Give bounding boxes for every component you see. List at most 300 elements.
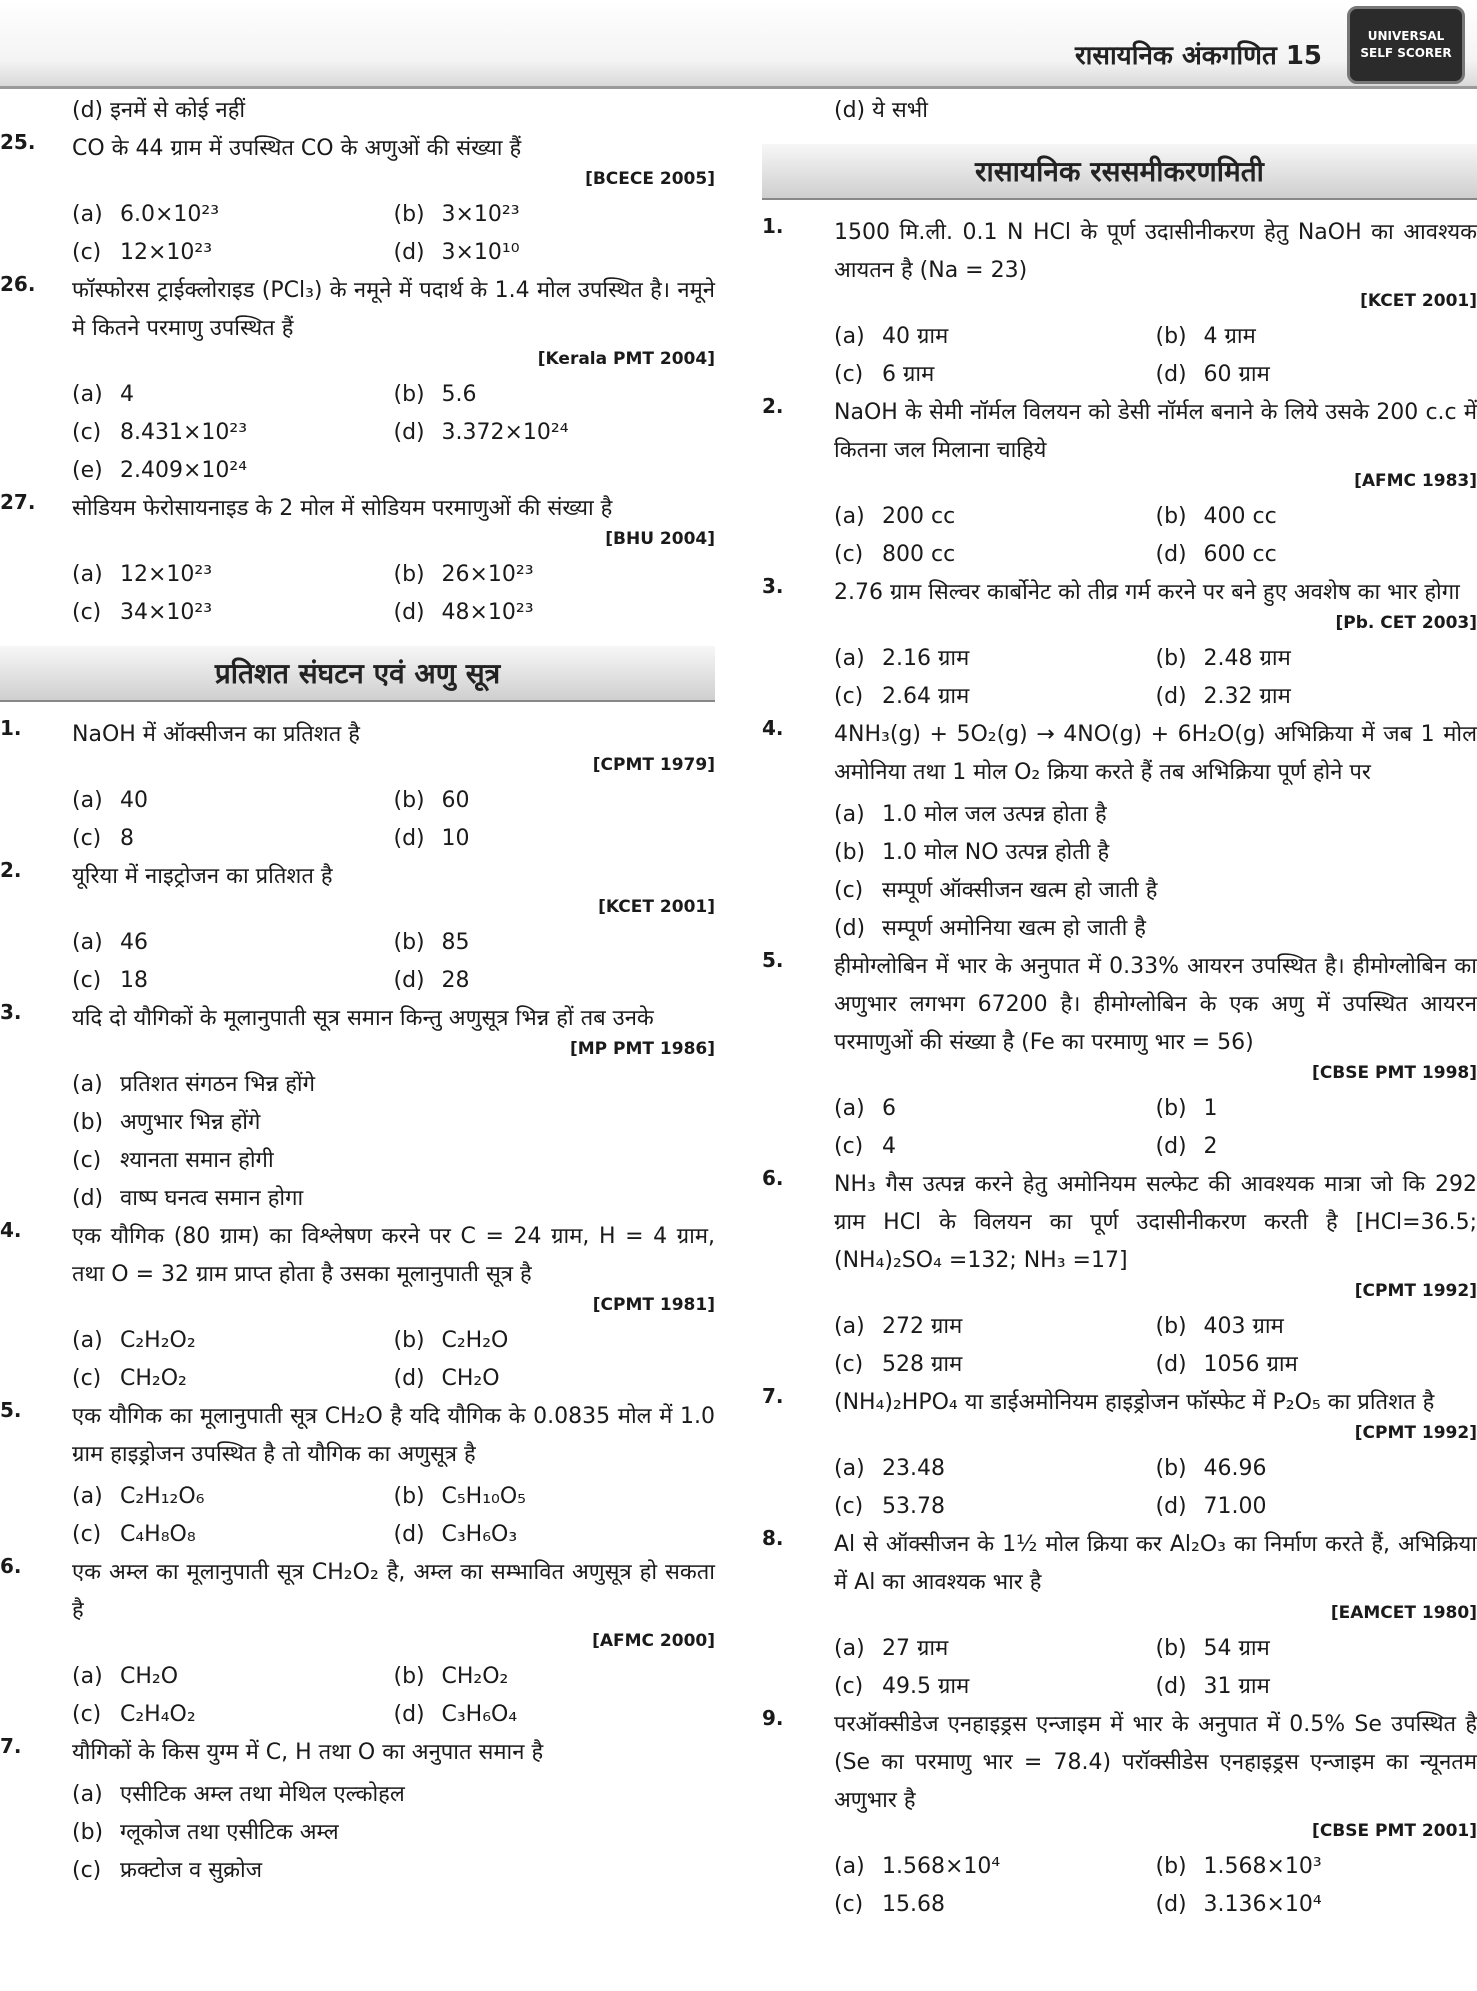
question-number: 4. — [762, 716, 784, 740]
question-item — [762, 1384, 1477, 1526]
answer-option — [394, 1478, 716, 1516]
option-label: (c) — [834, 1892, 864, 1917]
question-text: एक यौगिक (80 ग्राम) का विश्लेषण करने पर C = 24 ग्राम, H = 4 ग्राम, तथा O = 32 ग्राम प्राप्त होता है उसका मूलानुपाती सूत्र है — [72, 1224, 715, 1287]
option-label: (b) — [393, 930, 425, 955]
option-value: प्रतिशत संगठन भिन्न होंगे — [120, 1072, 315, 1097]
option-list — [72, 782, 715, 858]
option-value: 400 cc — [1203, 504, 1277, 529]
question-text: Al से ऑक्सीजन के 1½ मोल क्रिया कर Al₂O₃ का निर्माण करते हैं, अभिक्रिया में Al का आवश्यक भार है — [834, 1532, 1477, 1595]
answer-option — [394, 1360, 716, 1398]
answer-option — [834, 356, 1156, 394]
option-label: (d) — [1155, 1352, 1187, 1377]
question-source: [CBSE PMT 1998] — [1312, 1063, 1477, 1083]
question-number: 26. — [0, 272, 36, 296]
option-list — [834, 498, 1477, 574]
question-number: 25. — [0, 130, 36, 154]
answer-option — [72, 1142, 715, 1180]
option-value: 40 — [120, 788, 148, 813]
answer-option — [834, 1630, 1156, 1668]
answer-option — [72, 1696, 394, 1734]
option-value: 1.568×10⁴ — [882, 1854, 1001, 1879]
option-label: (b) — [393, 1328, 425, 1353]
option-label: (b) — [1155, 1456, 1187, 1481]
answer-option — [394, 196, 716, 234]
answer-option — [1156, 318, 1477, 356]
answer-option — [394, 962, 716, 1000]
option-value: 1 — [1203, 1096, 1218, 1121]
option-value: C₂H₄O₂ — [120, 1702, 196, 1727]
option-list — [72, 1658, 715, 1734]
option-label: (c) — [834, 1352, 864, 1377]
option-value: 4 — [120, 382, 134, 407]
option-value: 53.78 — [882, 1494, 945, 1519]
option-label: (b) — [1155, 324, 1187, 349]
option-value: श्यानता समान होगी — [120, 1148, 274, 1173]
option-value: 40 ग्राम — [882, 324, 949, 349]
question-text: परऑक्सीडेज एनहाइड्रस एन्जाइम में भार के अनुपात में 0.5% Se उपस्थित है (Se का परमाणु भार = 78.4) परॉक्सीडेस एनहाइड्रस एन्जाइम का न्यूनतम अणुभार है — [834, 1712, 1477, 1813]
option-label: (c) — [72, 420, 102, 445]
option-value: 5.6 — [441, 382, 477, 407]
option-value: 8.431×10²³ — [120, 420, 248, 445]
option-value: 10 — [441, 826, 470, 851]
answer-option — [72, 594, 394, 632]
answer-option — [72, 376, 394, 414]
question-text: NaOH में ऑक्सीजन का प्रतिशत है — [72, 722, 360, 747]
option-value: 6.0×10²³ — [120, 202, 220, 227]
option-list — [72, 1066, 715, 1218]
answer-option — [834, 318, 1156, 356]
option-value: 85 — [441, 930, 470, 955]
option-label: (a) — [72, 930, 103, 955]
option-label: (c) — [834, 362, 864, 387]
option-label: (a) — [834, 1854, 865, 1879]
option-list — [72, 924, 715, 1000]
answer-option — [72, 556, 394, 594]
question-item — [762, 716, 1477, 948]
option-label: (a) — [72, 382, 103, 407]
option-label: (c) — [834, 878, 864, 903]
option-label: (a) — [72, 1328, 103, 1353]
question-group-right — [762, 214, 1477, 1924]
answer-option — [1156, 1630, 1477, 1668]
option-label: (c) — [72, 1702, 102, 1727]
option-value: 31 ग्राम — [1203, 1674, 1270, 1699]
question-source: [AFMC 1983] — [1354, 471, 1477, 491]
answer-option — [72, 1180, 715, 1218]
option-label: (d) — [1155, 1674, 1187, 1699]
question-source: [KCET 2001] — [598, 897, 715, 917]
option-label: (a) — [834, 646, 865, 671]
question-source: [AFMC 2000] — [592, 1631, 715, 1651]
option-value: 1.0 मोल जल उत्पन्न होता है — [882, 802, 1107, 827]
question-number: 27. — [0, 490, 36, 514]
question-item — [0, 1554, 715, 1734]
option-value: अणुभार भिन्न होंगे — [120, 1110, 261, 1135]
option-value: 60 ग्राम — [1203, 362, 1270, 387]
question-number: 2. — [762, 394, 784, 418]
option-label: (b) — [393, 562, 425, 587]
option-value: 28 — [441, 968, 470, 993]
question-item — [762, 394, 1477, 574]
question-number: 7. — [762, 1384, 784, 1408]
answer-option — [394, 1658, 716, 1696]
answer-option — [72, 1852, 715, 1890]
option-list — [72, 376, 715, 490]
option-value: C₂H₁₂O₆ — [120, 1484, 205, 1509]
option-value: 1.568×10³ — [1203, 1854, 1322, 1879]
option-label: (b) — [1155, 1096, 1187, 1121]
question-text: फॉस्फोरस ट्राईक्लोराइड (PCl₃) के नमूने में पदार्थ के 1.4 मोल उपस्थित है। नमूने मे कितने परमाणु उपस्थित हैं — [72, 278, 715, 341]
universal-self-scorer-logo: UNIVERSAL SELF SCORER — [1347, 6, 1465, 84]
answer-option — [394, 556, 716, 594]
option-value: 49.5 ग्राम — [882, 1674, 970, 1699]
option-label: (d) — [1155, 1892, 1187, 1917]
option-value: 46.96 — [1203, 1456, 1267, 1481]
right-column — [762, 92, 1477, 1924]
option-label: (a) — [72, 1782, 103, 1807]
question-item — [762, 948, 1477, 1166]
option-value: 60 — [441, 788, 470, 813]
option-label: (c) — [834, 1134, 864, 1159]
option-value: C₂H₂O — [441, 1328, 509, 1353]
question-text: CO के 44 ग्राम में उपस्थित CO के अणुओं की संख्या हैं — [72, 136, 522, 161]
option-value: 800 cc — [882, 542, 956, 567]
option-label: (d) — [393, 1366, 425, 1391]
answer-option — [72, 196, 394, 234]
question-text: 1500 मि.ली. 0.1 N HCl के पूर्ण उदासीनीकरण हेतु NaOH का आवश्यक आयतन है (Na = 23) — [834, 220, 1477, 283]
option-value: 26×10²³ — [441, 562, 534, 587]
option-value: 1056 ग्राम — [1203, 1352, 1298, 1377]
answer-option — [72, 414, 394, 452]
question-text: एक अम्ल का मूलानुपाती सूत्र CH₂O₂ है, अम्ल का सम्भावित अणुसूत्र हो सकता है — [72, 1560, 715, 1623]
question-number: 3. — [0, 1000, 22, 1024]
option-value: 403 ग्राम — [1203, 1314, 1284, 1339]
option-list — [72, 1322, 715, 1398]
option-value: 2.64 ग्राम — [882, 684, 970, 709]
answer-option — [1156, 678, 1477, 716]
question-text: यूरिया में नाइट्रोजन का प्रतिशत है — [72, 864, 333, 889]
option-label: (b) — [72, 1110, 104, 1135]
option-label: (a) — [72, 202, 103, 227]
option-label: (d) — [1155, 1494, 1187, 1519]
option-value: 6 ग्राम — [882, 362, 935, 387]
option-label: (d) — [393, 240, 425, 265]
left-column — [0, 92, 715, 1890]
answer-option — [72, 1322, 394, 1360]
option-value: 200 cc — [882, 504, 956, 529]
answer-option — [72, 924, 394, 962]
answer-option — [394, 820, 716, 858]
option-value: CH₂O₂ — [441, 1664, 509, 1689]
option-value: 12×10²³ — [120, 562, 213, 587]
option-value: 23.48 — [882, 1456, 945, 1481]
option-value: 71.00 — [1203, 1494, 1267, 1519]
question-number: 4. — [0, 1218, 22, 1242]
option-value: 600 cc — [1203, 542, 1277, 567]
question-source: [EAMCET 1980] — [1330, 1603, 1477, 1623]
question-group-left-b — [0, 716, 715, 1890]
option-value: ग्लूकोज तथा एसीटिक अम्ल — [120, 1820, 339, 1845]
question-number: 6. — [762, 1166, 784, 1190]
answer-option — [834, 678, 1156, 716]
question-number: 1. — [0, 716, 22, 740]
question-text: 4NH₃(g) + 5O₂(g) → 4NO(g) + 6H₂O(g) अभिक्रिया में जब 1 मोल अमोनिया तथा 1 मोल O₂ क्रिया करते हैं तब अभिक्रिया पूर्ण होने पर — [834, 722, 1477, 785]
answer-option — [394, 376, 716, 414]
option-value: 2 — [1203, 1134, 1218, 1159]
answer-option — [1156, 356, 1477, 394]
answer-option — [72, 962, 394, 1000]
answer-option — [834, 1450, 1156, 1488]
option-value: 12×10²³ — [120, 240, 213, 265]
answer-option — [72, 1658, 394, 1696]
answer-option — [834, 498, 1156, 536]
answer-option — [72, 234, 394, 272]
question-item — [762, 574, 1477, 716]
option-label: (b) — [393, 788, 425, 813]
answer-option — [1156, 536, 1477, 574]
option-value: 2.16 ग्राम — [882, 646, 970, 671]
section-heading-stoichiometry: रासायनिक रससमीकरणमिती — [762, 144, 1477, 200]
option-label: (a) — [834, 1096, 865, 1121]
question-item — [0, 1218, 715, 1398]
option-label: (c) — [834, 1674, 864, 1699]
question-source: [KCET 2001] — [1360, 291, 1477, 311]
answer-option — [394, 1516, 716, 1554]
option-label: (b) — [834, 840, 866, 865]
option-value: C₅H₁₀O₅ — [441, 1484, 526, 1509]
option-label: (a) — [72, 788, 103, 813]
option-label: (d) — [393, 600, 425, 625]
option-label: (a) — [834, 1314, 865, 1339]
option-continued: (d) ये सभी — [834, 98, 928, 123]
option-value: 15.68 — [882, 1892, 945, 1917]
question-item — [0, 1398, 715, 1554]
question-source: [Pb. CET 2003] — [1335, 613, 1477, 633]
answer-option — [834, 1848, 1156, 1886]
option-value: C₂H₂O₂ — [120, 1328, 196, 1353]
option-value: CH₂O — [441, 1366, 500, 1391]
option-label: (d) — [393, 1522, 425, 1547]
option-value: 2.48 ग्राम — [1203, 646, 1291, 671]
question-text: हीमोग्लोबिन में भार के अनुपात में 0.33% आयरन उपस्थित है। हीमोग्लोबिन का अणुभार लगभग 67200 है। हीमोग्लोबिन के एक अणु में उपस्थित आयरन परमाणुओं की संख्या है (Fe का परमाणु भार = 56) — [834, 954, 1477, 1055]
option-label: (a) — [834, 1456, 865, 1481]
option-value: C₃H₆O₄ — [441, 1702, 518, 1727]
option-list — [834, 640, 1477, 716]
option-value: 27 ग्राम — [882, 1636, 949, 1661]
answer-option — [394, 234, 716, 272]
option-label: (a) — [834, 802, 865, 827]
option-label: (a) — [72, 1484, 103, 1509]
answer-option — [72, 452, 394, 490]
option-value: एसीटिक अम्ल तथा मेथिल एल्कोहल — [120, 1782, 405, 1807]
question-number: 2. — [0, 858, 22, 882]
answer-option — [1156, 640, 1477, 678]
answer-option — [394, 1322, 716, 1360]
option-label: (d) — [393, 420, 425, 445]
answer-option — [394, 924, 716, 962]
question-text: 2.76 ग्राम सिल्वर कार्बोनेट को तीव्र गर्म करने पर बने हुए अवशेष का भार होगा — [834, 580, 1460, 605]
answer-option — [394, 414, 716, 452]
answer-option — [834, 1886, 1156, 1924]
question-number: 6. — [0, 1554, 22, 1578]
option-label: (c) — [72, 968, 102, 993]
option-list — [834, 1090, 1477, 1166]
option-label: (d) — [1155, 362, 1187, 387]
option-value: सम्पूर्ण ऑक्सीजन खत्म हो जाती है — [882, 878, 1158, 903]
option-value: CH₂O₂ — [120, 1366, 187, 1391]
section-heading-percent-composition: प्रतिशत संघटन एवं अणु सूत्र — [0, 646, 715, 702]
question-number: 8. — [762, 1526, 784, 1550]
option-list — [834, 796, 1477, 948]
option-label: (a) — [72, 1072, 103, 1097]
answer-option — [1156, 1668, 1477, 1706]
option-label: (d) — [1155, 542, 1187, 567]
option-list — [834, 1308, 1477, 1384]
question-source: [Kerala PMT 2004] — [537, 349, 715, 369]
question-text: NaOH के सेमी नॉर्मल विलयन को डेसी नॉर्मल बनाने के लिये उसके 200 c.c में कितना जल मिलाना चाहिये — [834, 400, 1477, 463]
answer-option — [1156, 1128, 1477, 1166]
option-label: (a) — [834, 504, 865, 529]
option-label: (e) — [72, 458, 103, 483]
option-label: (b) — [1155, 504, 1187, 529]
option-label: (c) — [834, 684, 864, 709]
question-item — [0, 272, 715, 490]
option-value: 4 — [882, 1134, 896, 1159]
option-value: 2.32 ग्राम — [1203, 684, 1291, 709]
question-text: NH₃ गैस उत्पन्न करने हेतु अमोनियम सल्फेट की आवश्यक मात्रा जो कि 292 ग्राम HCl के विलयन का पूर्ण उदासीनीकरण करती है [HCl=36.5; (NH₄)₂SO₄ =132; NH₃ =17] — [834, 1172, 1477, 1273]
answer-option — [72, 1776, 715, 1814]
answer-option — [1156, 1450, 1477, 1488]
option-list — [834, 1450, 1477, 1526]
answer-option — [834, 1090, 1156, 1128]
option-value: C₃H₆O₃ — [441, 1522, 518, 1547]
option-value: सम्पूर्ण अमोनिया खत्म हो जाती है — [882, 916, 1146, 941]
answer-option — [72, 1360, 394, 1398]
option-label: (c) — [72, 826, 102, 851]
question-number: 5. — [0, 1398, 22, 1422]
question-item — [0, 130, 715, 272]
answer-option — [834, 1128, 1156, 1166]
question-item — [0, 1000, 715, 1218]
answer-option — [834, 834, 1477, 872]
option-list — [72, 556, 715, 632]
question-number: 1. — [762, 214, 784, 238]
option-value: 2.409×10²⁴ — [120, 458, 248, 483]
option-label: (b) — [72, 1820, 104, 1845]
question-number: 3. — [762, 574, 784, 598]
question-source: [CPMT 1979] — [592, 755, 715, 775]
question-number: 5. — [762, 948, 784, 972]
answer-option — [1156, 1848, 1477, 1886]
option-label: (c) — [72, 1148, 102, 1173]
question-source: [MP PMT 1986] — [569, 1039, 715, 1059]
option-value: 18 — [120, 968, 148, 993]
option-label: (b) — [1155, 646, 1187, 671]
answer-option — [72, 820, 394, 858]
question-item — [762, 1166, 1477, 1384]
option-value: C₄H₈O₈ — [120, 1522, 196, 1547]
option-value: 8 — [120, 826, 134, 851]
question-text: यौगिकों के किस युग्म में C, H तथा O का अनुपात समान है — [72, 1740, 544, 1765]
option-value: 54 ग्राम — [1203, 1636, 1270, 1661]
option-value: 3.136×10⁴ — [1203, 1892, 1322, 1917]
answer-option — [394, 1696, 716, 1734]
option-label: (a) — [72, 1664, 103, 1689]
answer-option — [1156, 1308, 1477, 1346]
option-label: (d) — [393, 826, 425, 851]
question-item — [762, 214, 1477, 394]
option-value: 46 — [120, 930, 148, 955]
option-label: (b) — [1155, 1854, 1187, 1879]
option-label: (a) — [72, 562, 103, 587]
option-value: 34×10²³ — [120, 600, 213, 625]
answer-option — [394, 782, 716, 820]
answer-option — [834, 796, 1477, 834]
answer-option — [834, 910, 1477, 948]
answer-option — [834, 1346, 1156, 1384]
answer-option — [72, 782, 394, 820]
question-item — [0, 490, 715, 632]
page-header — [0, 0, 1477, 89]
question-item — [0, 716, 715, 858]
option-list — [834, 1848, 1477, 1924]
option-label: (c) — [72, 1522, 102, 1547]
option-label: (d) — [1155, 1134, 1187, 1159]
question-source: [CPMT 1992] — [1354, 1423, 1477, 1443]
option-value: 4 ग्राम — [1203, 324, 1256, 349]
option-value: फ्रक्टोज व सुक्रोज — [120, 1858, 263, 1883]
option-label: (c) — [834, 1494, 864, 1519]
option-label: (c) — [72, 1366, 102, 1391]
question-number: 9. — [762, 1706, 784, 1730]
option-label: (d) — [393, 1702, 425, 1727]
option-label: (a) — [834, 1636, 865, 1661]
answer-option — [834, 536, 1156, 574]
answer-option — [72, 1478, 394, 1516]
answer-option — [1156, 498, 1477, 536]
option-list — [72, 1776, 715, 1890]
question-source: [CPMT 1992] — [1354, 1281, 1477, 1301]
option-label: (d) — [72, 1186, 104, 1211]
option-value: 48×10²³ — [441, 600, 534, 625]
option-label: (b) — [393, 382, 425, 407]
option-value: 3×10¹⁰ — [441, 240, 520, 265]
option-label: (c) — [72, 240, 102, 265]
question-source: [BHU 2004] — [605, 529, 715, 549]
option-label: (a) — [834, 324, 865, 349]
answer-option — [394, 594, 716, 632]
answer-option — [1156, 1886, 1477, 1924]
page-title: रासायनिक अंकगणित 15 — [1075, 41, 1322, 71]
option-list — [834, 1630, 1477, 1706]
option-label: (b) — [1155, 1314, 1187, 1339]
option-label: (b) — [1155, 1636, 1187, 1661]
answer-option — [834, 1488, 1156, 1526]
answer-option — [1156, 1346, 1477, 1384]
answer-option — [72, 1066, 715, 1104]
option-value: वाष्प घनत्व समान होगा — [120, 1186, 304, 1211]
option-label: (b) — [393, 1664, 425, 1689]
option-value: 3×10²³ — [441, 202, 520, 227]
option-label: (d) — [393, 968, 425, 993]
question-item — [762, 1706, 1477, 1924]
question-item — [0, 1734, 715, 1890]
question-source: [BCECE 2005] — [585, 169, 715, 189]
answer-option — [72, 1516, 394, 1554]
answer-option — [834, 640, 1156, 678]
option-label: (b) — [393, 1484, 425, 1509]
answer-option — [834, 1308, 1156, 1346]
